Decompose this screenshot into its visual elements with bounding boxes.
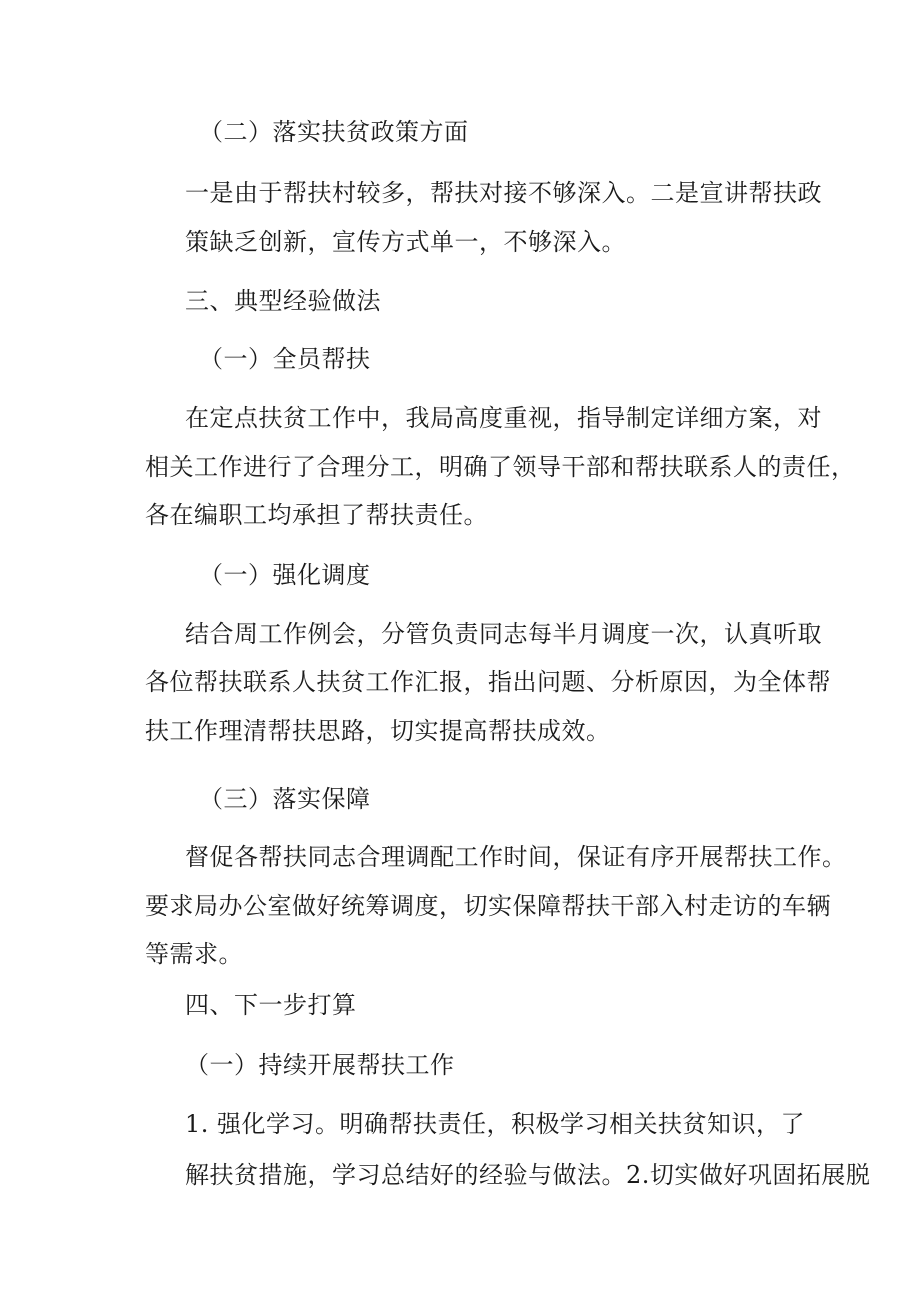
paragraph-line: 1. 强化学习。明确帮扶责任，积极学习相关扶贫知识，了 (185, 1110, 806, 1138)
subsection-heading: （二）落实扶贫政策方面 (199, 118, 469, 146)
subsection-heading: （一）强化调度 (199, 561, 371, 589)
paragraph-line: 各在编职工均承担了帮扶责任。 (145, 501, 488, 529)
paragraph-line: 一是由于帮扶村较多，帮扶对接不够深入。二是宣讲帮扶政 (185, 179, 822, 207)
paragraph-line: 在定点扶贫工作中，我局高度重视，指导制定详细方案，对 (185, 404, 822, 432)
paragraph-line: 扶工作理清帮扶思路，切实提高帮扶成效。 (145, 717, 611, 745)
paragraph-line: 等需求。 (145, 940, 243, 968)
paragraph-line: 各位帮扶联系人扶贫工作汇报，指出问题、分析原因，为全体帮 (145, 668, 831, 696)
paragraph-line: 策缺乏创新，宣传方式单一，不够深入。 (185, 228, 626, 256)
subsection-heading: （一）持续开展帮扶工作 (185, 1051, 455, 1079)
paragraph-line: 督促各帮扶同志合理调配工作时间，保证有序开展帮扶工作。 (185, 843, 847, 871)
section-heading: 四、下一步打算 (185, 991, 357, 1019)
paragraph-line: 相关工作进行了合理分工，明确了领导干部和帮扶联系人的责任， (145, 453, 856, 481)
section-heading: 三、典型经验做法 (185, 287, 381, 315)
paragraph-line: 解扶贫措施，学习总结好的经验与做法。2.切实做好巩固拓展脱 (185, 1161, 871, 1189)
subsection-heading: （一）全员帮扶 (199, 345, 371, 373)
paragraph-line: 要求局办公室做好统筹调度，切实保障帮扶干部入村走访的车辆 (145, 892, 831, 920)
paragraph-line: 结合周工作例会，分管负责同志每半月调度一次，认真听取 (185, 620, 822, 648)
subsection-heading: （三）落实保障 (199, 785, 371, 813)
